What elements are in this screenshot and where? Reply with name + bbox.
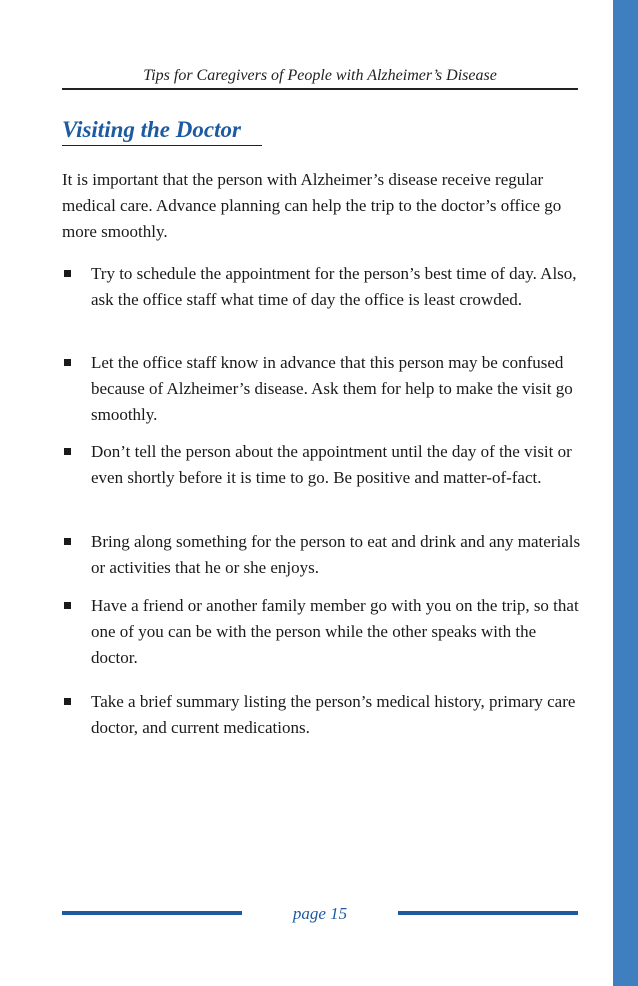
section-title: Visiting the Doctor: [62, 117, 241, 142]
list-item-text: Bring along something for the person to eat and drink and any materials or activities that he or she enjoys.: [91, 532, 581, 577]
list-item-text: Don’t tell the person about the appointment until the day of the visit or even shortly before it is time to go. Be positive and matter-of-fact.: [91, 442, 572, 487]
page-number: page 15: [292, 904, 348, 923]
list-item-text: Try to schedule the appointment for the person’s best time of day. Also, ask the office staff what time of day the office is least crowded.: [91, 264, 577, 309]
list-item-text: Take a brief summary listing the person’s medical history, primary care doctor, and current medications.: [91, 692, 576, 737]
running-header: Tips for Caregivers of People with Alzheimer’s Disease: [143, 67, 497, 84]
list-item-text: Let the office staff know in advance that this person may be confused because of Alzheimer’s disease. Ask them for help to make the visit go smoothly.: [91, 353, 573, 424]
side-color-bar: [613, 0, 638, 986]
square-bullet-icon: [64, 538, 71, 545]
square-bullet-icon: [64, 448, 71, 455]
list-item-text: Have a friend or another family member go with you on the trip, so that one of you can be with the person while the other speaks with the doctor.: [91, 596, 579, 667]
square-bullet-icon: [64, 602, 71, 609]
footer-rule-left: [62, 911, 242, 915]
intro-paragraph: It is important that the person with Alzheimer’s disease receive regular medical care. Advance planning can help the trip to the doctor’s office go more smoothly.: [62, 170, 562, 241]
square-bullet-icon: [64, 698, 71, 705]
header-rule: [62, 88, 578, 90]
square-bullet-icon: [64, 359, 71, 366]
title-underline: [62, 145, 262, 146]
square-bullet-icon: [64, 270, 71, 277]
footer-rule-right: [398, 911, 578, 915]
